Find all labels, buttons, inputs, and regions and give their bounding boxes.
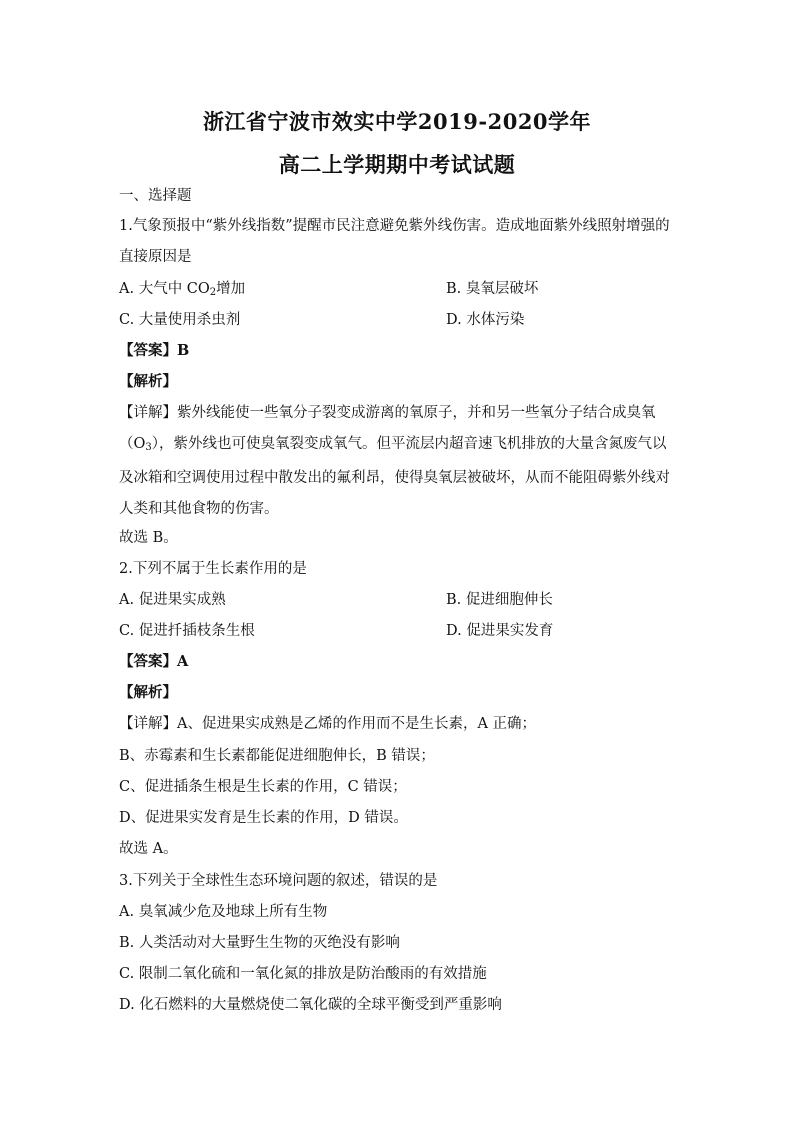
q1-analysis-label: 【解析】	[119, 373, 177, 390]
q2-option-c: C. 促进扦插枝条生根	[119, 623, 255, 639]
q1-option-c: C. 大量使用杀虫剂	[119, 312, 241, 328]
q2-option-b: B. 促进细胞伸长	[446, 592, 553, 608]
q2-conclusion: 故选 A。	[119, 841, 178, 857]
q1-detail	[119, 398, 679, 524]
document-title-line-2: 高二上学期期中考试试题	[278, 152, 516, 177]
document-title-line-1: 浙江省宁波市效实中学2019-2020学年	[202, 109, 592, 134]
q1-detail-subscript: 3	[145, 441, 152, 453]
q3-option-c: C. 限制二氧化硫和一氧化氮的排放是防治酸雨的有效措施	[119, 966, 487, 982]
q2-detail-2: B、赤霉素和生长素都能促进细胞伸长，B 错误；	[119, 748, 435, 764]
q2-detail-1: 【详解】A、促进果实成熟是乙烯的作用而不是生长素，A 正确；	[119, 716, 537, 732]
section-heading: 一、选择题	[119, 188, 192, 204]
q1-option-a	[119, 279, 245, 303]
q2-answer: 【答案】A	[119, 653, 189, 670]
q1-conclusion: 故选 B。	[119, 530, 178, 546]
q3-option-b: B. 人类活动对大量野生生物的灭绝没有影响	[119, 935, 400, 951]
q1-answer: 【答案】B	[119, 342, 190, 359]
q2-detail-3: C、促进插条生根是生长素的作用，C 错误；	[119, 779, 407, 795]
q1-option-a-text: A. 大气中 CO	[119, 281, 210, 297]
q3-option-a: A. 臭氧减少危及地球上所有生物	[119, 904, 328, 920]
q3-option-d: D. 化石燃料的大量燃烧使二氧化碳的全球平衡受到严重影响	[119, 997, 502, 1013]
q1-stem: 1.气象预报中“紫外线指数”提醒市民注意避免紫外线伤害。造成地面紫外线照射增强的直接原因是	[119, 218, 670, 265]
q1-detail-text-cont: ），紫外线也可使臭氧裂变成氧气。但平流层内超音速飞机排放的大量含氮废气以及冰箱和空调使用过程中散发出的氟利昂，使得臭氧层被破坏，从而不能阻碍紫外线对人类和其他食物的伤害。	[119, 435, 670, 517]
q1-detail-text: 【详解】紫外线能使一些氧分子裂变成游离的氧原子，并和另一些氧分子结合成臭氧（O	[119, 405, 656, 452]
q2-option-a: A. 促进果实成熟	[119, 592, 226, 608]
q2-analysis-label: 【解析】	[119, 684, 177, 701]
q1-option-a-suffix: 增加	[216, 281, 246, 297]
q1-option-b: B. 臭氧层破坏	[446, 281, 539, 297]
q2-detail-4: D、促进果实发育是生长素的作用，D 错误。	[119, 810, 408, 826]
q1-option-a-subscript: 2	[209, 287, 217, 298]
q2-option-d: D. 促进果实发育	[446, 623, 554, 639]
q2-stem: 2.下列不属于生长素作用的是	[119, 561, 307, 577]
q1-option-d: D. 水体污染	[446, 312, 525, 328]
q3-stem: 3.下列关于全球性生态环境问题的叙述，错误的是	[119, 873, 438, 889]
